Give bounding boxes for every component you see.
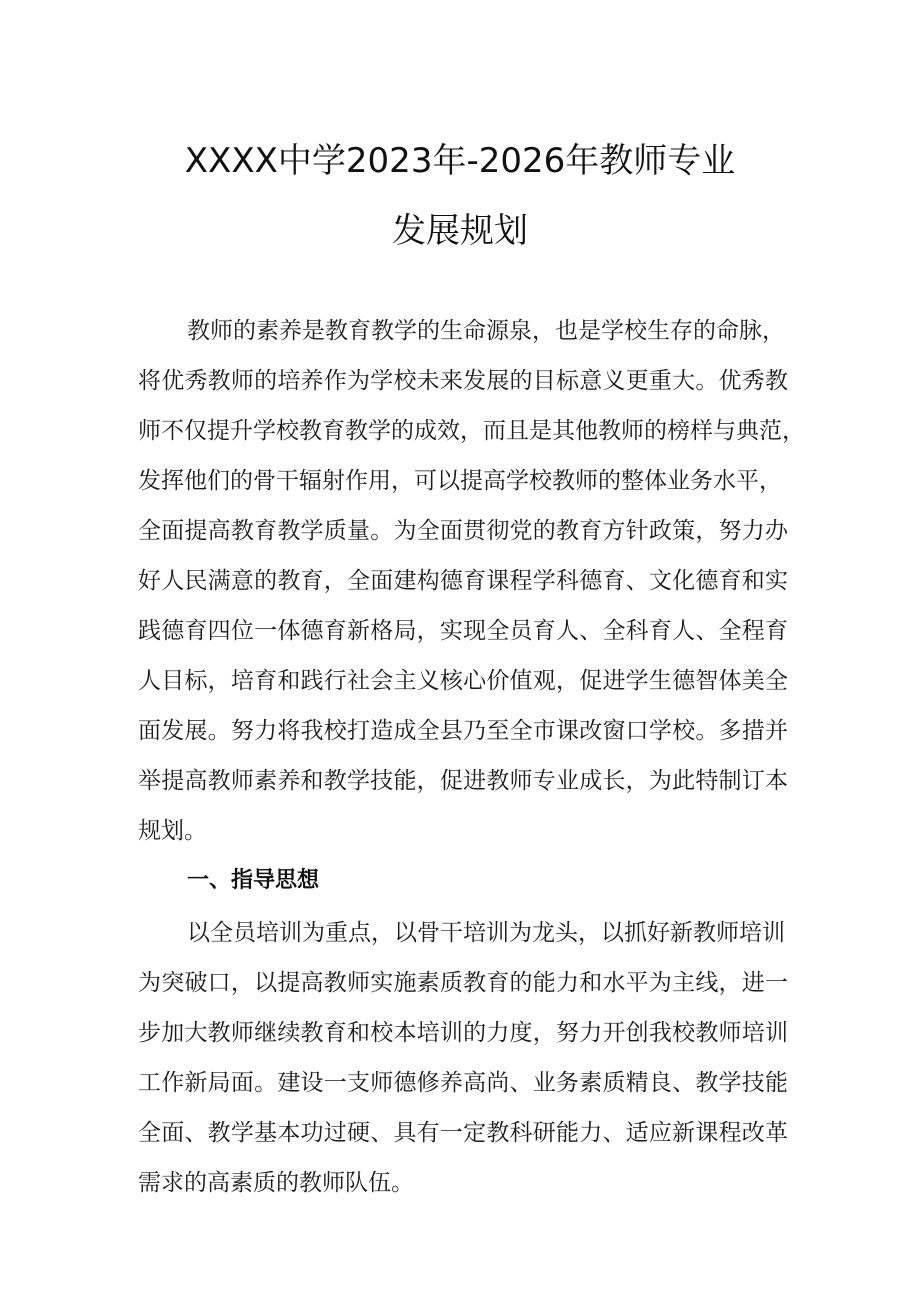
intro-line: 将优秀教师的培养作为学校未来发展的目标意义更重大。优秀教 bbox=[138, 368, 788, 394]
section-line: 工作新局面。建设一支师德修养高尚、业务素质精良、教学技能 bbox=[138, 1070, 788, 1096]
intro-line: 好人民满意的教育，全面建构德育课程学科德育、文化德育和实 bbox=[138, 568, 788, 594]
section-line: 步加大教师继续教育和校本培训的力度，努力开创我校教师培训 bbox=[138, 1020, 788, 1046]
section-line: 需求的高素质的教师队伍。 bbox=[138, 1170, 414, 1196]
intro-line: 面发展。努力将我校打造成全县乃至全市课改窗口学校。多措并 bbox=[138, 718, 788, 744]
intro-line: 规划。 bbox=[138, 818, 207, 844]
intro-line: 全面提高教育教学质量。为全面贯彻党的教育方针政策，努力办 bbox=[138, 518, 788, 544]
intro-line: 教师的素养是教育教学的生命源泉，也是学校生存的命脉， bbox=[187, 318, 785, 344]
intro-line: 践德育四位一体德育新格局，实现全员育人、全科育人、全程育 bbox=[138, 618, 788, 644]
intro-line: 举提高教师素养和教学技能，促进教师专业成长，为此特制订本 bbox=[138, 768, 788, 794]
section-line: 为突破口，以提高教师实施素质教育的能力和水平为主线，进一 bbox=[138, 970, 788, 996]
document-title-line-1: XXXX中学2023年-2026年教师专业 bbox=[184, 141, 736, 181]
document-title-line-2: 发展规划 bbox=[392, 211, 528, 251]
intro-line: 发挥他们的骨干辐射作用，可以提高学校教师的整体业务水平， bbox=[138, 468, 782, 494]
intro-line: 师不仅提升学校教育教学的成效，而且是其他教师的榜样与典范， bbox=[138, 418, 805, 444]
section-line: 以全员培训为重点，以骨干培训为龙头，以抓好新教师培训 bbox=[187, 920, 785, 946]
intro-line: 人目标，培育和践行社会主义核心价值观，促进学生德智体美全 bbox=[138, 668, 788, 694]
section-line: 全面、教学基本功过硬、具有一定教科研能力、适应新课程改革 bbox=[138, 1120, 788, 1146]
section-heading: 一、指导思想 bbox=[187, 868, 320, 893]
